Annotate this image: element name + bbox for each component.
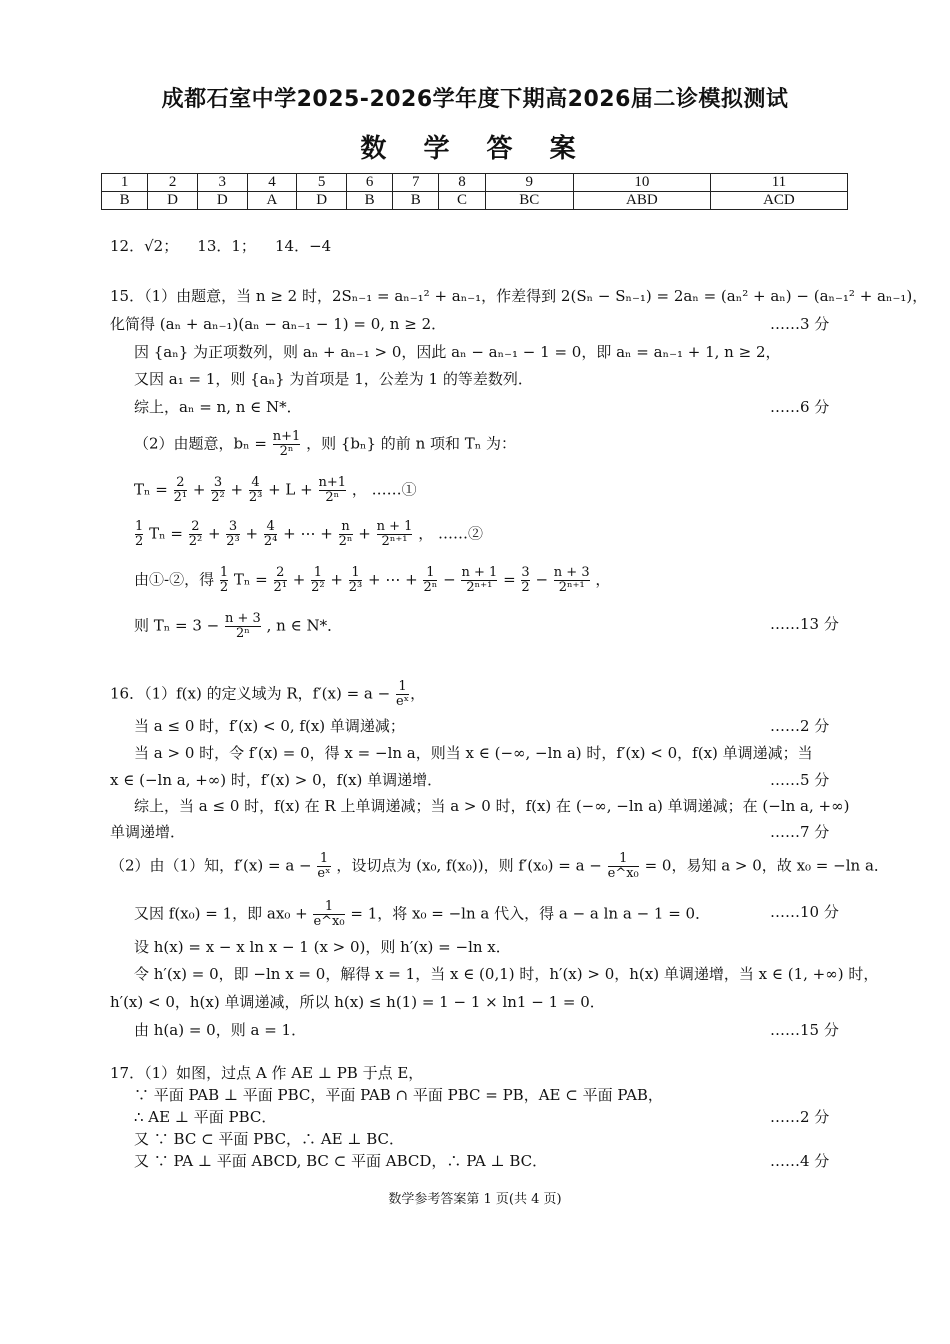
fraction-numerator: n + 3 xyxy=(225,611,261,626)
fraction xyxy=(554,566,590,595)
equation-end: , n ∈ N*． xyxy=(266,616,343,635)
equation-end: ， xyxy=(595,570,611,589)
q16-line-1: 16．（1）f(x) 的定义域为 R，f′(x) = a − $\frac{1}{\text{eˣ}}$ ， xyxy=(110,679,426,709)
q15-equation-1: Tₙ = $\frac{2}{\text{2¹}}$ + $\frac{3}{\text{2²}}$ + $\frac{4}{\text{2³}}$ + L + $\frac{n+1}{\text{2ⁿ}}$ ， ……① xyxy=(134,475,417,505)
q17-score-1: ……2 分 xyxy=(770,1108,830,1126)
fraction-half xyxy=(220,566,228,595)
q16-line-10: 令 h′(x) = 0，即 −ln x = 0，解得 x = 1，当 x ∈ (0,1) 时，h′(x) > 0，h(x) 单调递增，当 x ∈ (1, +∞) 时， xyxy=(134,965,879,983)
fraction-denominator: 2² xyxy=(188,534,203,549)
fraction-numerator: 1 xyxy=(426,565,435,580)
q15-equation-3: 由①-②，得 $\frac{1}{2}$ Tₙ = $\frac{2}{\text{2¹}}$ + $\frac{1}{\text{2²}}$ + $\frac{1}{\text{2³}}$ + ⋯ + $\frac{1}{\text{2ⁿ}}$ − $\frac{n + 1}{\text{2ⁿ⁺¹}}$ = $\frac{3}{2}$ − $\frac{n + 3}{\text{2ⁿ⁺¹}}$ ， xyxy=(134,565,611,595)
q17-line-3: ∴ AE ⊥ 平面 PBC． xyxy=(134,1108,277,1126)
fraction-numerator: 2 xyxy=(276,565,285,580)
fraction-numerator: 2 xyxy=(191,519,200,534)
q15-score-1: ……3 分 xyxy=(770,315,830,333)
q16-line-8 xyxy=(134,900,710,929)
equation-lhs: Tₙ = xyxy=(149,524,183,543)
fraction xyxy=(461,566,497,595)
equation-ellipsis: + L + xyxy=(268,480,313,499)
fraction-denominator: eˣ xyxy=(317,866,331,881)
answer-table-number-cell: 1 xyxy=(102,174,148,192)
answer-table-answer-cell: D xyxy=(197,192,247,210)
fraction-denominator: 2² xyxy=(211,490,225,505)
document-subtitle: 数 学 答 案 xyxy=(360,134,590,164)
answer-table-answer-cell: D xyxy=(148,192,198,210)
q16-line-1-text: 16．（1）f(x) 的定义域为 R，f′(x) = a − xyxy=(110,684,391,703)
q16-line-11: h′(x) < 0，h(x) 单调递减，所以 h(x) ≤ h(1) = 1 − 1 × ln1 − 1 = 0． xyxy=(110,993,605,1011)
q15-part2-text-b: ，则 {bₙ} 的前 n 项和 Tₙ 为： xyxy=(306,434,517,453)
q16-line-3: 当 a > 0 时，令 f′(x) = 0，得 x = −ln a，则当 x ∈ (−∞, −ln a) 时，f′(x) < 0，f(x) 单调递减；当 xyxy=(134,744,813,762)
fraction-numerator: n xyxy=(341,519,350,534)
fraction xyxy=(274,566,287,595)
answer-table-number-cell: 2 xyxy=(148,174,198,192)
answer-table-answer-cell: ABD xyxy=(573,192,710,210)
q15-score-3: ……13 分 xyxy=(770,615,839,633)
fraction xyxy=(174,476,187,505)
fraction-bn xyxy=(273,430,301,459)
fraction-numerator: 2 xyxy=(176,475,185,490)
answer-table-number-cell: 4 xyxy=(247,174,297,192)
fraction-numerator: n+1 xyxy=(272,429,301,444)
answer-table-answer-cell: D xyxy=(297,192,347,210)
q15-equation-2: $\frac{1}{2}$ Tₙ = $\frac{2}{\text{2²}}$ + $\frac{3}{\text{2³}}$ + $\frac{4}{\text{2⁴}}$ + ⋯ + $\frac{n}{\text{2ⁿ}}$ + $\frac{n + 1}{\text{2ⁿ⁺¹}}$ ， ……② xyxy=(135,519,483,549)
q15-line-3: 因 {aₙ} 为正项数列，则 aₙ + aₙ₋₁ > 0，因此 aₙ − aₙ₋₁ − 1 = 0，即 aₙ = aₙ₋₁ + 1, n ≥ 2， xyxy=(134,343,781,361)
answer-table-number-cell: 11 xyxy=(710,174,847,192)
fraction-numerator: 1 xyxy=(398,679,407,694)
fraction-denominator: 2ⁿ⁺¹ xyxy=(554,580,590,595)
fraction-denominator: 2ⁿ xyxy=(423,580,438,595)
q15-line-2: 化简得 (aₙ + aₙ₋₁)(aₙ − aₙ₋₁ − 1) = 0, n ≥ 2． xyxy=(110,315,447,333)
fill-in-answers xyxy=(110,236,331,256)
q16-line-4: x ∈ (−ln a, +∞) 时，f′(x) > 0，f(x) 单调递增． xyxy=(110,771,443,789)
fraction-numerator: 3 xyxy=(521,565,530,580)
fraction-numerator: 1 xyxy=(219,565,229,580)
fraction xyxy=(423,566,437,595)
fraction xyxy=(319,476,347,505)
fraction-numerator: 1 xyxy=(313,565,323,580)
fraction xyxy=(521,566,529,595)
fraction-numerator: 3 xyxy=(228,519,238,534)
fraction-denominator: 2¹ xyxy=(273,580,288,595)
answer-table-answer-cell: ACD xyxy=(710,192,847,210)
equation-label: ， ……① xyxy=(351,480,417,499)
q16-score-3: ……7 分 xyxy=(770,823,830,841)
answer-table-answer-cell: B xyxy=(102,192,148,210)
answer-table-number-cell: 9 xyxy=(485,174,573,192)
q14-answer: 14．−4 xyxy=(275,237,332,255)
q12-answer: 12．√2； xyxy=(110,237,179,255)
fraction xyxy=(317,852,330,881)
answer-table-number-cell: 8 xyxy=(439,174,485,192)
fraction-denominator: 2¹ xyxy=(173,490,188,505)
fraction-numerator: 1 xyxy=(135,519,144,534)
answer-table-answer-cell: B xyxy=(346,192,392,210)
fraction-numerator: 3 xyxy=(213,475,223,490)
answer-table-answer-row xyxy=(102,192,848,210)
answer-table-number-cell: 5 xyxy=(297,174,347,192)
fraction-numerator: 1 xyxy=(319,851,329,866)
fraction-numerator: 1 xyxy=(324,899,334,914)
q15-equation-4 xyxy=(134,612,342,641)
q15-line-5: 综上，aₙ = n, n ∈ N*． xyxy=(134,398,302,416)
q17-line-1: 17．（1）如图，过点 A 作 AE ⊥ PB 于点 E， xyxy=(110,1064,424,1082)
q16-line-7-text-a: （2）由（1）知，f′(x) = a − xyxy=(110,856,312,875)
fraction xyxy=(264,520,277,549)
fraction-denominator: 2 xyxy=(219,580,229,595)
fraction-numerator: n + 1 xyxy=(461,565,498,580)
fraction-denominator: eˣ xyxy=(395,694,410,709)
q17-line-2: ∵ 平面 PAB ⊥ 平面 PBC，平面 PAB ∩ 平面 PBC = PB，AE ⊂ 平面 PAB， xyxy=(134,1086,663,1104)
fraction xyxy=(396,680,409,709)
fraction-denominator: 2³ xyxy=(348,580,363,595)
fraction xyxy=(211,476,224,505)
equation-lhs: Tₙ = xyxy=(233,570,268,589)
q16-score-4: ……10 分 xyxy=(770,903,839,921)
answer-table-answer-cell: BC xyxy=(485,192,573,210)
fraction-denominator: 2ⁿ⁺¹ xyxy=(377,534,413,549)
fraction-numerator: n + 1 xyxy=(376,519,413,534)
fraction-numerator: 1 xyxy=(351,565,360,580)
fraction-denominator: e^x₀ xyxy=(313,914,345,929)
fraction-denominator: 2² xyxy=(311,580,325,595)
q15-part2-intro xyxy=(134,430,516,459)
equation-label: ， ……② xyxy=(418,524,483,543)
fraction-numerator: n+1 xyxy=(318,475,347,490)
q16-line-6: 单调递增． xyxy=(110,823,186,841)
q16-line-8-text-a: 又因 f(x₀) = 1，即 ax₀ + xyxy=(134,904,308,923)
equation-lhs: 则 Tₙ = 3 − xyxy=(134,616,220,635)
fraction-denominator: 2³ xyxy=(248,490,263,505)
q15-score-2: ……6 分 xyxy=(770,398,830,416)
fraction xyxy=(311,566,324,595)
fraction-denominator: 2ⁿ⁺¹ xyxy=(461,580,497,595)
q16-line-12: 由 h(a) = 0，则 a = 1． xyxy=(134,1021,307,1039)
fraction-denominator: 2 xyxy=(135,534,144,549)
answer-table-answer-cell: B xyxy=(393,192,439,210)
fraction-denominator: 2ⁿ xyxy=(338,534,353,549)
answer-table-number-cell: 6 xyxy=(346,174,392,192)
fraction-denominator: 2ⁿ xyxy=(225,626,261,641)
q16-line-2: 当 a ≤ 0 时，f′(x) < 0, f(x) 单调递减； xyxy=(134,717,405,735)
q17-score-2: ……4 分 xyxy=(770,1152,830,1170)
fraction xyxy=(225,612,261,641)
fraction-denominator: 2ⁿ xyxy=(319,490,347,505)
q16-line-7 xyxy=(110,852,889,881)
q16-score-2: ……5 分 xyxy=(770,771,830,789)
q16-line-8-text-b: = 1，将 x₀ = −ln a 代入，得 a − a ln a − 1 = 0． xyxy=(350,904,711,923)
fraction xyxy=(349,566,362,595)
fraction-denominator: 2⁴ xyxy=(263,534,278,549)
answer-table-number-cell: 10 xyxy=(573,174,710,192)
q16-line-5: 综上，当 a ≤ 0 时，f(x) 在 R 上单调递减；当 a > 0 时，f(x) 在 (−∞, −ln a) 单调递减；在 (−ln a, +∞) xyxy=(134,797,850,815)
equation-lhs: Tₙ = xyxy=(134,480,168,499)
q16-line-7-text-c: = 0，易知 a > 0，故 x₀ = −ln a． xyxy=(644,856,889,875)
q17-line-5: 又 ∵ PA ⊥ 平面 ABCD, BC ⊂ 平面 ABCD，∴ PA ⊥ BC． xyxy=(134,1152,548,1170)
fraction-denominator: e^x₀ xyxy=(607,866,639,881)
fraction xyxy=(339,520,353,549)
document-title: 成都石室中学2025-2026学年度下期高2026届二诊模拟测试 xyxy=(161,87,789,112)
q15-part2-text-a: （2）由题意，bₙ = xyxy=(134,434,267,453)
q17-line-4: 又 ∵ BC ⊂ 平面 PBC，∴ AE ⊥ BC． xyxy=(134,1130,405,1148)
equation-intro: 由①-②，得 xyxy=(134,570,215,589)
fraction xyxy=(249,476,262,505)
q15-line-1: 15．（1）由题意，当 n ≥ 2 时，2Sₙ₋₁ = aₙ₋₁² + aₙ₋₁，作差得到 2(Sₙ − Sₙ₋₁) = 2aₙ = (aₙ² + aₙ) − (aₙ₋₁² + aₙ₋₁)， xyxy=(110,287,928,305)
fraction-numerator: 4 xyxy=(251,475,260,490)
q16-line-7-text-b: ，设切点为 (x₀, f(x₀))，则 f′(x₀) = a − xyxy=(336,856,602,875)
fraction-numerator: 4 xyxy=(266,519,275,534)
q15-line-4: 又因 a₁ = 1，则 {aₙ} 为首项是 1，公差为 1 的等差数列． xyxy=(134,370,533,388)
q16-line-9: 设 h(x) = x − x ln x − 1 (x > 0)，则 h′(x) = −ln x． xyxy=(134,938,511,956)
fraction-denominator: 2ⁿ xyxy=(273,444,301,459)
fraction xyxy=(377,520,413,549)
page-footer: 数学参考答案第 1 页(共 4 页) xyxy=(388,1192,562,1207)
fraction-numerator: n + 3 xyxy=(553,565,590,580)
fraction xyxy=(608,852,639,881)
equation-ellipsis: + ⋯ + xyxy=(283,524,333,543)
fraction-denominator: 2³ xyxy=(226,534,240,549)
equation-ellipsis: + ⋯ + xyxy=(368,570,418,589)
fraction xyxy=(226,520,239,549)
answer-table-number-cell: 7 xyxy=(393,174,439,192)
fraction xyxy=(313,900,344,929)
q16-score-5: ……15 分 xyxy=(770,1021,839,1039)
answer-table-number-cell: 3 xyxy=(197,174,247,192)
q13-answer: 13．1； xyxy=(197,237,256,255)
answer-table xyxy=(101,173,848,210)
fraction-half xyxy=(135,520,143,549)
q16-score-1: ……2 分 xyxy=(770,717,830,735)
answer-table-answer-cell: A xyxy=(247,192,297,210)
fraction-numerator: 1 xyxy=(619,851,628,866)
fraction-denominator: 2 xyxy=(521,580,530,595)
answer-table-answer-cell: C xyxy=(439,192,485,210)
answer-table-number-row xyxy=(102,174,848,192)
fraction xyxy=(189,520,202,549)
